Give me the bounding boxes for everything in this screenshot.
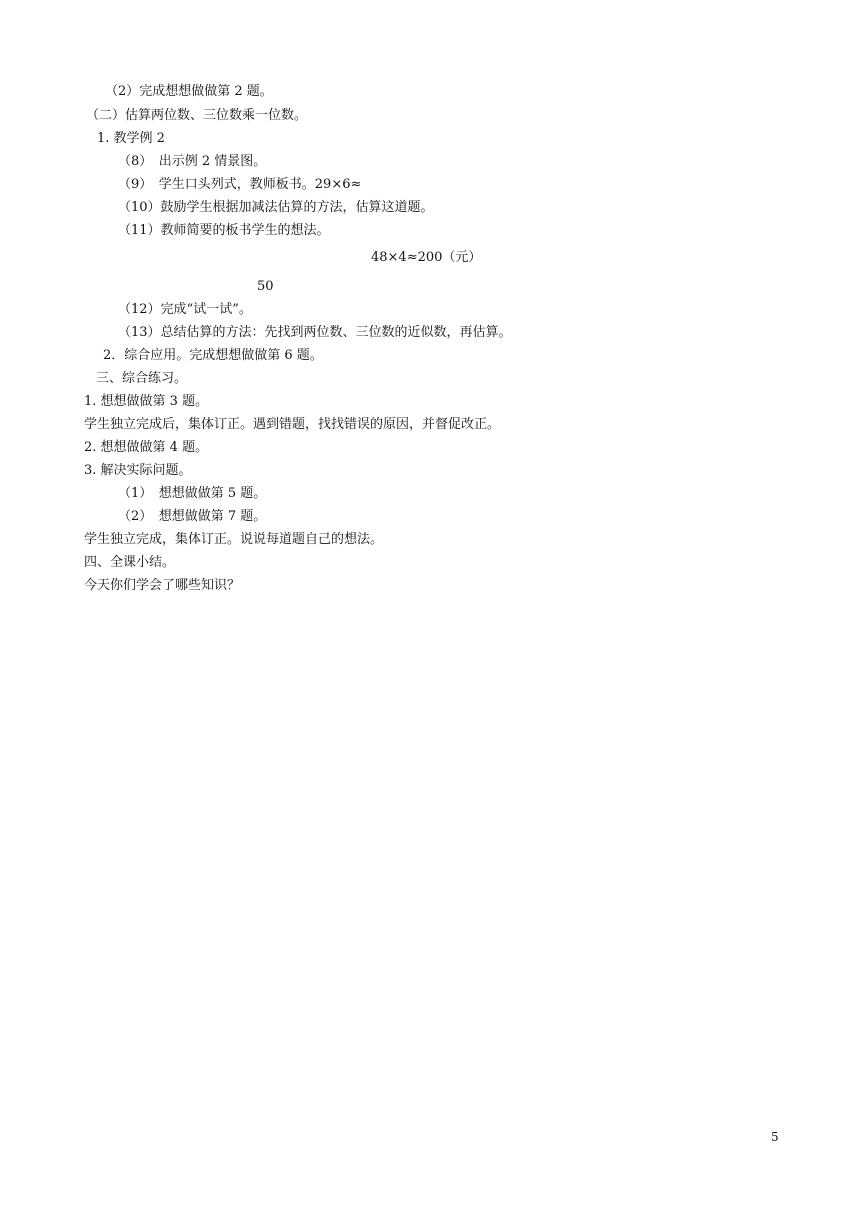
text-line: 2. 想想做做第 4 题。 [84,440,209,455]
subsection-heading: 2．综合应用。完成想想做做第 6 题。 [103,348,323,363]
page-number: 5 [771,1130,779,1144]
text-line: 学生独立完成，集体订正。说说每道题自己的想法。 [84,532,384,547]
section-heading: 三、综合练习。 [96,371,188,386]
text-line: （1） 想想做做第 5 题。 [118,486,267,501]
text-line: （8） 出示例 2 情景图。 [118,154,267,169]
text-line: 1. 想想做做第 3 题。 [84,394,209,409]
text-line: （2）完成想想做做第 2 题。 [105,84,273,99]
text-line: （10）鼓励学生根据加减法估算的方法，估算这道题。 [118,200,434,215]
section-heading: 四、全课小结。 [84,555,176,570]
formula-annotation: 50 [257,279,274,294]
text-line: （2） 想想做做第 7 题。 [118,509,267,524]
text-line: 学生独立完成后，集体订正。遇到错题，找找错误的原因，并督促改正。 [84,417,501,432]
text-line: 今天你们学会了哪些知识？ [84,578,241,593]
text-line: （9） 学生口头列式，教师板书。29×6≈ [118,177,362,192]
text-line: 3. 解决实际问题。 [84,463,192,478]
text-line: （13）总结估算的方法：先找到两位数、三位数的近似数，再估算。 [118,325,512,340]
formula-line: 48×4≈200（元） [371,250,482,265]
text-line: （12）完成“试一试”。 [118,302,252,317]
section-heading: （二）估算两位数、三位数乘一位数。 [86,108,308,123]
subsection-heading: 1. 教学例 2 [97,131,165,146]
text-line: （11）教师简要的板书学生的想法。 [118,223,330,238]
